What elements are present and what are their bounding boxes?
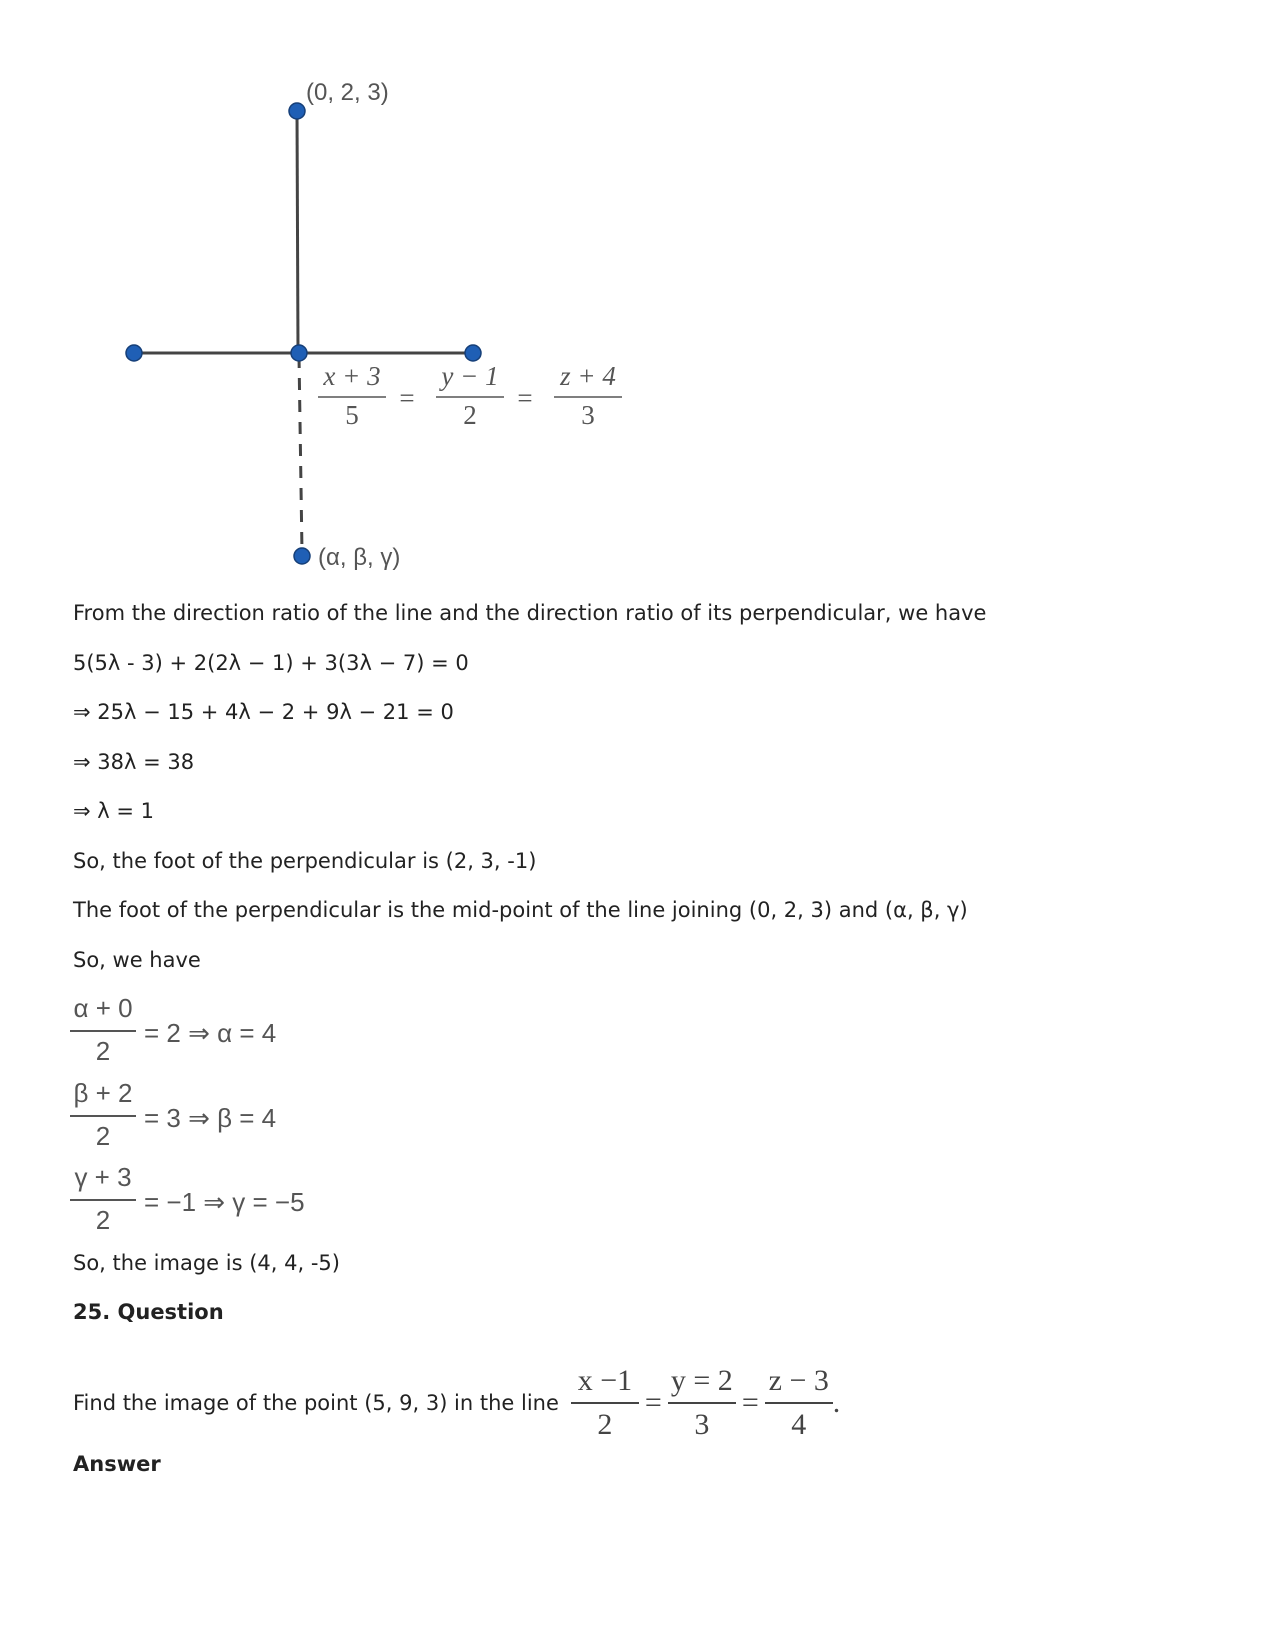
- q-frac1-den: 2: [597, 1408, 613, 1441]
- eq-frac2-num: y − 1: [441, 361, 499, 391]
- gamma-denominator: 2: [95, 1205, 111, 1235]
- q-fraction-3: [765, 1364, 833, 1442]
- q-end-period: .: [832, 1386, 841, 1419]
- midpoint-sentence: The foot of the perpendicular is the mid-point of the line joining (0, 2, 3) and (α, β, γ): [73, 898, 968, 922]
- image-result-sentence: So, the image is (4, 4, -5): [73, 1251, 340, 1275]
- top-point-label: (0, 2, 3): [306, 79, 389, 106]
- q-frac3-den: 4: [791, 1408, 807, 1441]
- eq-sign-2: =: [517, 383, 533, 413]
- direction-ratio-sentence: From the direction ratio of the line and the direction ratio of its perpendicular, we have: [73, 601, 987, 625]
- perpendicular-segment: [297, 111, 298, 352]
- question-heading: 25. Question: [73, 1300, 224, 1324]
- line-right-point: [465, 345, 481, 361]
- beta-numerator: β + 2: [73, 1078, 133, 1108]
- alpha-denominator: 2: [95, 1036, 111, 1066]
- alpha-result: = 2 ⇒ α = 4: [144, 1017, 277, 1048]
- alpha-fraction: [70, 993, 136, 1067]
- alpha-numerator: α + 0: [73, 993, 133, 1023]
- so-we-have: So, we have: [73, 948, 201, 972]
- eq-frac2-den: 2: [463, 400, 477, 430]
- q-eq-sign-1: =: [644, 1386, 662, 1419]
- beta-result: = 3 ⇒ β = 4: [144, 1102, 277, 1133]
- q-frac2-num: y = 2: [670, 1364, 733, 1397]
- q-fraction-1: [571, 1364, 639, 1442]
- equation-step-3: ⇒ 38λ = 38: [73, 750, 195, 774]
- image-point: [294, 548, 310, 564]
- image-segment: [299, 356, 302, 552]
- question-body: [73, 1364, 840, 1442]
- eq-frac3-num: z + 4: [560, 361, 616, 391]
- equation-step-4: ⇒ λ = 1: [73, 799, 155, 823]
- equation-step-2: ⇒ 25λ − 15 + 4λ − 2 + 9λ − 21 = 0: [73, 700, 454, 724]
- alpha-fraction-equation: [70, 993, 276, 1067]
- q-eq-sign-2: =: [741, 1386, 759, 1419]
- foot-sentence: So, the foot of the perpendicular is (2, 3, -1): [73, 849, 537, 873]
- question-line-equation: [571, 1364, 840, 1442]
- gamma-numerator: γ + 3: [74, 1162, 132, 1192]
- q-frac2-den: 3: [694, 1408, 710, 1441]
- eq-frac3-den: 3: [581, 400, 595, 430]
- q-frac1-num: x −1: [577, 1364, 633, 1397]
- gamma-fraction: [70, 1162, 136, 1236]
- line-equation-label: [318, 361, 622, 430]
- question-text: Find the image of the point (5, 9, 3) in the line: [73, 1391, 559, 1415]
- eq-frac1-num: x + 3: [323, 361, 381, 391]
- beta-fraction-equation: [70, 1078, 276, 1152]
- perpendicular-diagram: [0, 0, 700, 580]
- equation-step-1: 5(5λ - 3) + 2(2λ − 1) + 3(3λ − 7) = 0: [73, 651, 469, 675]
- line-left-point: [126, 345, 142, 361]
- q-fraction-2: [668, 1364, 736, 1442]
- point-0-2-3: [289, 103, 305, 119]
- answer-heading: Answer: [73, 1452, 161, 1476]
- gamma-result: = −1 ⇒ γ = −5: [144, 1186, 305, 1217]
- eq-sign-1: =: [399, 383, 415, 413]
- beta-denominator: 2: [95, 1121, 111, 1151]
- q-frac3-num: z − 3: [768, 1364, 829, 1397]
- foot-point: [291, 345, 307, 361]
- beta-fraction: [70, 1078, 136, 1152]
- gamma-fraction-equation: [70, 1162, 305, 1236]
- eq-frac1-den: 5: [345, 400, 359, 430]
- image-point-label: (α, β, γ): [318, 544, 401, 571]
